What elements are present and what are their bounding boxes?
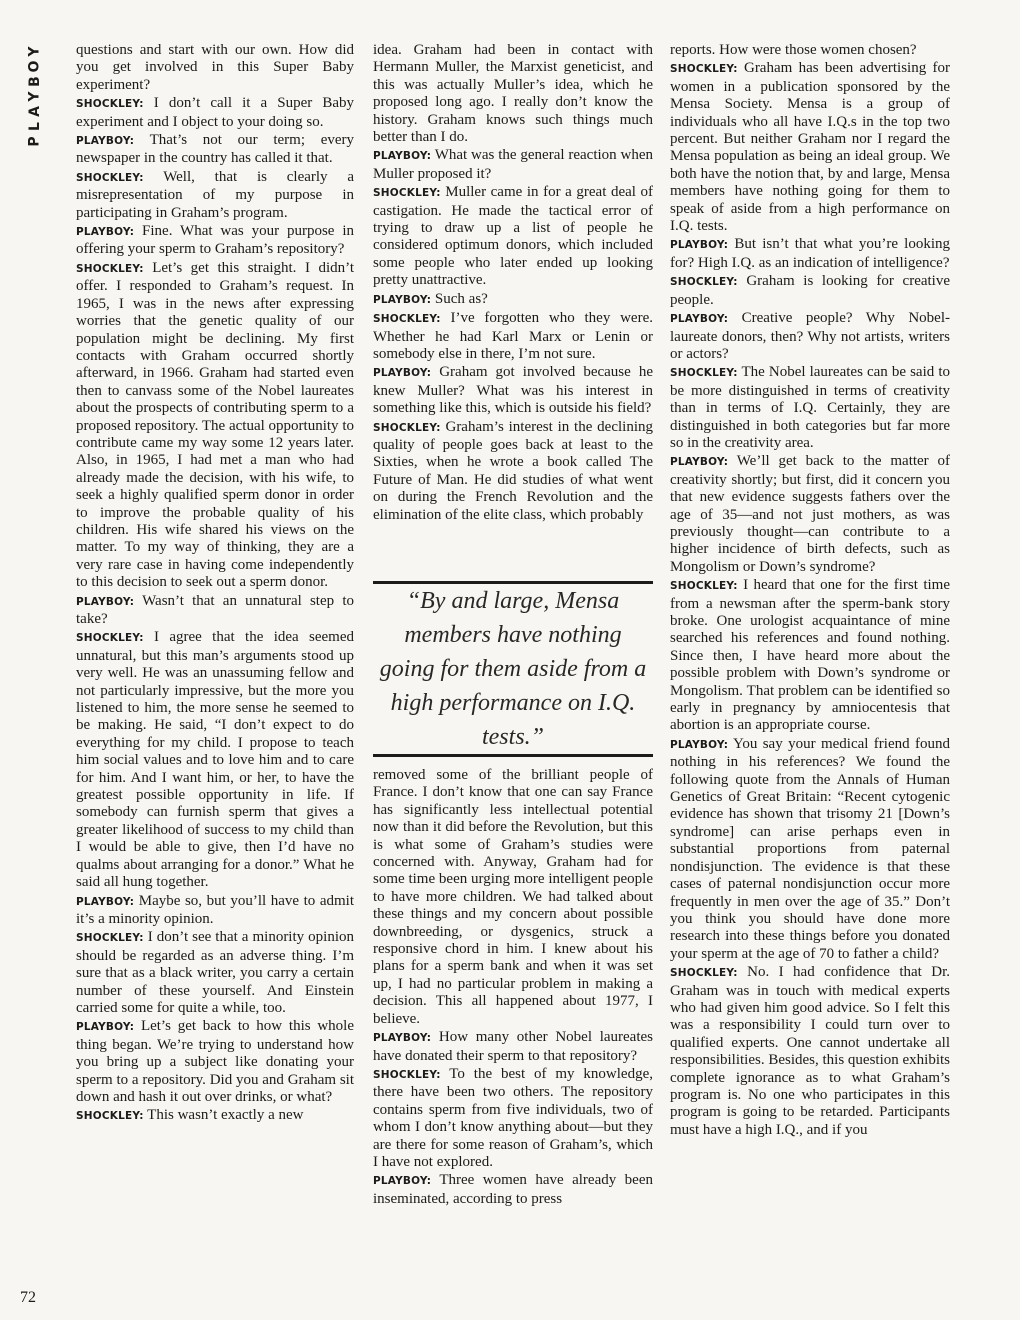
paragraph-text: What was the general reaction when Muller proposed it? (373, 147, 653, 182)
paragraph-text: removed some of the brilliant people of France. I don’t know that one can say France has significantly less intellectual potential now than it did before the Revolution, but this is what some of Graham’s studies were concerned with. Anyway, Graham had for some time been urging more intelligent people to have more children. We had talked about these things and my concern about possible downbreeding, or dysgenics, struck a responsive chord in him. I knew about his plans for a sperm bank and when it was set up, I had no particular problem in making a decision. This all happened about 1977, I believe. (373, 767, 653, 1027)
paragraph-text: This wasn’t exactly a new (147, 1107, 304, 1124)
interview-paragraph (670, 577, 950, 735)
article-column-2-bottom (373, 767, 653, 1209)
masthead-letter: O (26, 60, 43, 73)
interview-paragraph (373, 1172, 653, 1208)
masthead-letter: B (26, 76, 43, 87)
article-column-1 (76, 42, 354, 1127)
paragraph-text: I heard that one for the first time from a newsman after the sperm-bank story broke. One urologist acquaintance of mine searched his references and found nothing. Since then, I have heard more about the possible problem with Down’s syndrome or Mongolism. That problem can be identified so early in pregnancy by amniocentesis that abortion is an appropriate course. (670, 577, 950, 734)
speaker-label: PLAYBOY: (373, 1032, 432, 1045)
interview-paragraph (76, 42, 354, 94)
speaker-label: SHOCKLEY: (373, 313, 441, 326)
speaker-label: PLAYBOY: (76, 595, 135, 608)
interview-paragraph (76, 1107, 354, 1125)
speaker-label: PLAYBOY: (76, 895, 135, 908)
paragraph-text: reports. How were those women chosen? (670, 42, 917, 58)
interview-paragraph (670, 310, 950, 363)
interview-paragraph (670, 42, 950, 59)
paragraph-text: You say your medical friend found nothing in his references? We found the following quote from the Annals of Human Genetics of Great Britain: “Recent cytogenic evidence has shown that trisomy 21 [Down’s syndrome] can arise perhaps even in substantial proportions from paternal nondisjunction. The evidence is that these cases of paternal nondisjunction occur more frequently in men over the age of 35.” Don’t you think you should have done more research into these things before you donated your sperm at the age of 70 to father a child? (670, 735, 950, 962)
paragraph-text: I’ve forgotten who they were. Whether he had Karl Marx or Lenin or somebody else in there, I’m not sure. (373, 310, 653, 362)
masthead-letter: A (26, 106, 43, 117)
speaker-label: PLAYBOY: (670, 456, 729, 469)
article-column-3 (670, 42, 950, 1140)
paragraph-text: Wasn’t that an unnatural step to take? (76, 592, 354, 627)
speaker-label: SHOCKLEY: (670, 580, 738, 593)
paragraph-text: Let’s get this straight. I didn’t offer. I responded to Graham’s request. In 1965, I was in the news after expressing worries that the genetic quality of our population might be declining. My first contacts with Graham occurred shortly afterward, in 1966. Graham had started even then to canvass some of the Nobel laureates about the prospects of contributing sperm to a proposed repository. The actual opportunity to contribute came my way some 12 years later. Also, in 1965, I had met a man who had already made the decision, with his wife, to seek a highly qualified sperm donor in order to improve the probable quality of his children. His wife shared his views on the matter. To my way of thinking, they are a very rare case in having come independently to this decision to seek out a sperm donor. (76, 259, 355, 591)
paragraph-text: How many other Nobel laureates have donated their sperm to that repository? (373, 1029, 653, 1064)
paragraph-text: Three women have already been inseminated, according to press (373, 1172, 653, 1207)
paragraph-text: Graham is looking for creative people. (670, 273, 951, 308)
paragraph-text: Creative people? Why Nobel-laureate donors, then? Why not artists, writers or actors? (670, 310, 950, 362)
speaker-label: SHOCKLEY: (670, 367, 738, 380)
interview-paragraph (373, 419, 653, 524)
paragraph-text: I agree that the idea seemed unnatural, but this man’s arguments stood up very well. He was an unassuming fellow and not particularly impressive, but the more you listened to him, the more sense he seemed to be making. He said, “I don’t expect to do everything for my child. I propose to teach him social values and to love him and to care for him. And I want him, or her, to have the greatest possible opportunity in life. If somebody can furnish sperm that gives a greater likelihood of success to my child than I would be able to give, then I’d have no qualms about arranging for a donor.” What he said all hung together. (76, 629, 355, 891)
masthead-letter: P (26, 136, 43, 147)
interview-paragraph (76, 95, 354, 131)
pull-quote: “By and large, Mensa members have nothing going for them aside from a high performance on I.Q. tests.” (379, 588, 647, 750)
interview-paragraph (670, 736, 950, 963)
masthead (22, 44, 48, 149)
paragraph-text: Fine. What was your purpose in offering your sperm to Graham’s repository? (76, 223, 354, 258)
speaker-label: SHOCKLEY: (76, 171, 144, 184)
speaker-label: PLAYBOY: (76, 135, 135, 148)
speaker-label: SHOCKLEY: (670, 967, 738, 980)
speaker-label: PLAYBOY: (373, 293, 432, 306)
paragraph-text: The Nobel laureates can be said to be more distinguished in terms of creativity than in terms of I.Q. Certainly, they are distinguished in both categories but far more so in the creativity area. (670, 364, 950, 451)
speaker-label: SHOCKLEY: (373, 421, 441, 434)
speaker-label: SHOCKLEY: (373, 187, 441, 200)
pull-quote-box (373, 581, 653, 757)
paragraph-text: idea. Graham had been in contact with Hermann Muller, the Marxist geneticist, and this was actually Muller’s idea, which he proposed long ago. I really don’t know the history. Graham knows such things much better than I do. (373, 42, 653, 146)
paragraph-text: But isn’t that what you’re looking for? High I.Q. as an indication of intelligence? (670, 236, 951, 271)
interview-paragraph (670, 453, 950, 576)
speaker-label: PLAYBOY: (373, 1175, 432, 1188)
speaker-label: PLAYBOY: (373, 367, 432, 380)
paragraph-text: questions and start with our own. How did you get involved in this Super Baby experiment? (76, 42, 354, 93)
speaker-label: SHOCKLEY: (76, 1110, 144, 1123)
interview-paragraph (670, 273, 950, 309)
speaker-label: SHOCKLEY: (670, 63, 738, 76)
interview-paragraph (670, 964, 950, 1139)
speaker-label: PLAYBOY: (670, 313, 729, 326)
masthead-letter: Y (26, 91, 43, 102)
interview-paragraph (76, 929, 354, 1017)
article-column-2-top (373, 42, 653, 525)
interview-paragraph (373, 364, 653, 417)
interview-paragraph (670, 364, 950, 452)
speaker-label: SHOCKLEY: (76, 262, 144, 275)
interview-paragraph (76, 260, 354, 592)
paragraph-text: Muller came in for a great deal of castigation. He made the tactical error of trying to draw up a list of people he considered optimum donors, which included some people who later ended up looking pretty unattractive. (373, 184, 653, 289)
speaker-label: PLAYBOY: (670, 239, 729, 252)
interview-paragraph (373, 42, 653, 146)
interview-paragraph (76, 223, 354, 259)
interview-paragraph (670, 60, 950, 235)
paragraph-text: Graham’s interest in the declining quality of people goes back at least to the Sixties, when he wrote a book called The Future of Man. He did studies of what went on during the French Revolution and the elimination of the elite class, which probably (373, 418, 653, 523)
interview-paragraph (373, 1066, 653, 1171)
paragraph-text: Such as? (434, 290, 488, 307)
paragraph-text: Let’s get back to how this whole thing began. We’re trying to understand how you bring up a subject like donating your sperm to a repository. Did you and Graham sit down and hash it out over drinks, or what? (76, 1018, 355, 1105)
masthead-letter: L (26, 122, 43, 131)
interview-paragraph (76, 893, 354, 929)
interview-paragraph (76, 593, 354, 629)
paragraph-text: Well, that is clearly a misrepresentation of my purpose in participating in Graham’s program. (76, 168, 354, 221)
speaker-label: SHOCKLEY: (76, 932, 144, 945)
paragraph-text: That’s not our term; every newspaper in the country has called it that. (76, 132, 355, 167)
interview-paragraph (373, 310, 653, 363)
speaker-label: SHOCKLEY: (373, 1068, 441, 1081)
speaker-label: SHOCKLEY: (76, 98, 144, 111)
page-number: 72 (20, 1289, 36, 1306)
masthead-letter: Y (26, 46, 43, 57)
speaker-label: PLAYBOY: (76, 226, 135, 239)
interview-paragraph (76, 1018, 354, 1106)
paragraph-text: We’ll get back to the matter of creativity shortly; but first, did it concern you that new evidence suggests fathers over the age of 35—and not just mothers, as was previously thought—can contribute to a higher incidence of birth defects, such as Mongolism or Down’s syndrome? (670, 453, 950, 575)
speaker-label: PLAYBOY: (670, 738, 729, 751)
speaker-label: SHOCKLEY: (76, 632, 144, 645)
paragraph-text: Graham has been advertising for women in a publication sponsored by the Mensa Society. Mensa is a group of individuals who all have I.Q.s in the top two percent. But neither Graham nor I regard the Mensa population as being an ideal group. We both have the notion that, by and large, Mensa members have nothing going for them to speak of aside from a high performance on I.Q. tests. (670, 60, 950, 235)
paragraph-text: No. I had confidence that Dr. Graham was in touch with medical experts who had given him good advice. So I felt this was a responsibility I could turn over to qualified experts. One cannot undertake all responsibilities. Besides, this question exhibits complete ignorance as to what Graham’s program is. No one who participates in this program is going to be retarded. Participants must have a high I.Q., and if you (670, 964, 951, 1138)
speaker-label: PLAYBOY: (373, 150, 432, 163)
paragraph-text: I don’t see that a minority opinion should be regarded as an adverse thing. I’m sure that as a black writer, you carry a certain number of these yourself. And Einstein carried some for quite a while, too. (76, 929, 355, 1016)
interview-paragraph (373, 147, 653, 183)
interview-paragraph (373, 767, 653, 1028)
interview-paragraph (76, 169, 354, 222)
paragraph-text: Graham got involved because he knew Muller? What was his interest in something like this, which is outside his field? (373, 364, 653, 417)
interview-paragraph (670, 236, 950, 272)
speaker-label: PLAYBOY: (76, 1021, 135, 1034)
paragraph-text: I don’t call it a Super Baby experiment and I object to your doing so. (76, 95, 355, 130)
paragraph-text: Maybe so, but you’ll have to admit it’s a minority opinion. (76, 892, 355, 927)
paragraph-text: To the best of my knowledge, there have been two others. The repository contains sperm from five individuals, two of whom I don’t know anything about—but they are there for some reason of Graham’s, which I have not explored. (373, 1065, 653, 1170)
interview-paragraph (76, 132, 354, 168)
speaker-label: SHOCKLEY: (670, 276, 738, 289)
interview-paragraph (76, 629, 354, 891)
interview-paragraph (373, 184, 653, 289)
interview-paragraph (373, 291, 653, 309)
interview-paragraph (373, 1029, 653, 1065)
